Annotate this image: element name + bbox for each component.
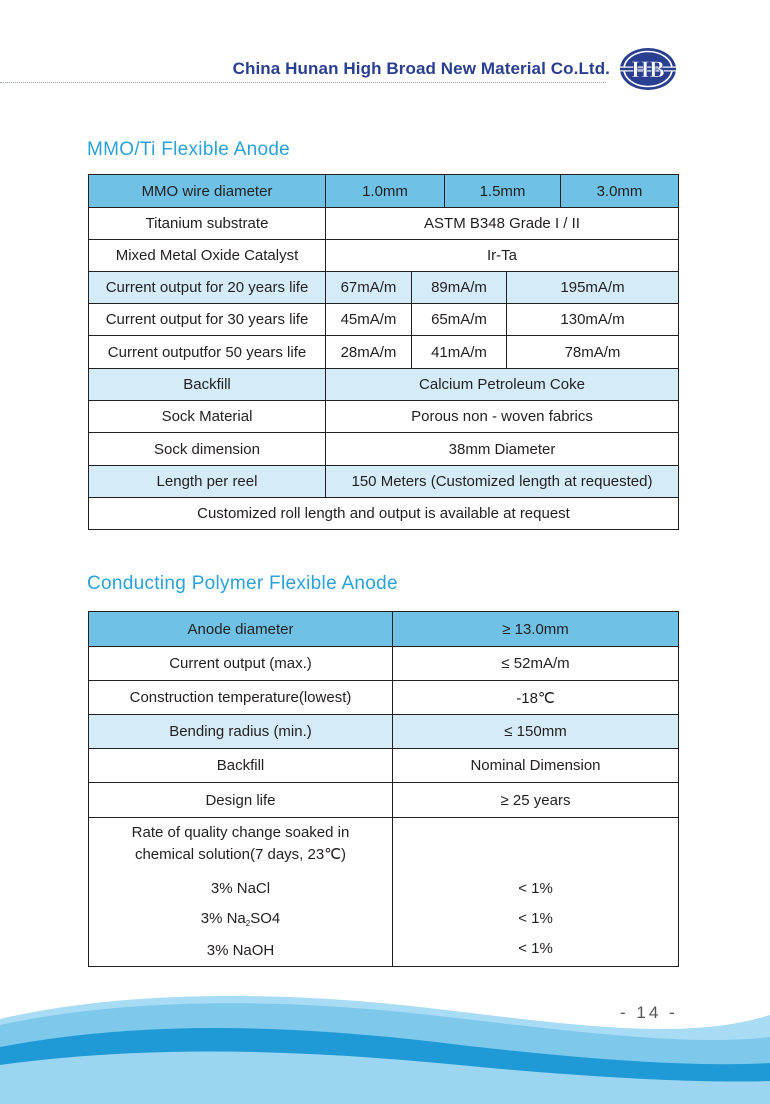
table-row (89, 401, 679, 433)
backfill-label: Backfill (89, 369, 326, 401)
table-row (89, 498, 679, 530)
out50-v3: 78mA/m (507, 336, 679, 369)
table-row (89, 304, 679, 336)
company-name: China Hunan High Broad New Material Co.Ltd. (232, 59, 610, 78)
bending-value: ≤ 150mm (393, 715, 679, 749)
substrate-value: ASTM B348 Grade I / II (326, 208, 679, 240)
sock-dimension-label: Sock dimension (89, 433, 326, 466)
table-row (89, 272, 679, 304)
out20-label: Current output for 20 years life (89, 272, 326, 304)
temperature-label: Construction temperature(lowest) (89, 681, 393, 715)
sock-dimension-value: 38mm Diameter (326, 433, 679, 466)
out50-v1: 28mA/m (326, 336, 412, 369)
naoh-label: 3% NaOH (206, 942, 275, 959)
table-row (89, 240, 679, 272)
table-row (89, 466, 679, 498)
backfill2-label: Backfill (89, 749, 393, 783)
mmo-note: Customized roll length and output is available at request (89, 498, 679, 530)
sock-material-value: Porous non - woven fabrics (326, 401, 679, 433)
naoh-value: < 1% (518, 940, 553, 957)
table-row (89, 681, 679, 715)
table-row (89, 336, 679, 369)
out50-label: Current outputfor 50 years life (89, 336, 326, 369)
bending-label: Bending radius (min.) (89, 715, 393, 749)
length-value: 150 Meters (Customized length at requested) (326, 466, 679, 498)
table-row (89, 612, 679, 647)
table-row (89, 749, 679, 783)
wire-diameter-2: 1.5mm (445, 175, 561, 208)
section-title-mmo: MMO/Ti Flexible Anode (87, 139, 291, 160)
wire-diameter-label: MMO wire diameter (89, 175, 326, 208)
table-row (89, 208, 679, 240)
polymer-spec-table (88, 611, 679, 967)
table-row (89, 783, 679, 818)
out20-v3: 195mA/m (507, 272, 679, 304)
substrate-label: Titanium substrate (89, 208, 326, 240)
quality-line2: chemical solution(7 days, 23℃) (134, 846, 347, 863)
table-row (89, 647, 679, 681)
out30-v3: 130mA/m (507, 304, 679, 336)
out50-v2: 41mA/m (412, 336, 507, 369)
out30-v1: 45mA/m (326, 304, 412, 336)
table-row (89, 433, 679, 466)
na2so4-label: 3% $Na_2SO4$ (200, 910, 281, 928)
header-divider (0, 82, 606, 83)
table-row (89, 175, 679, 208)
quality-values (393, 818, 679, 967)
section-title-polymer: Conducting Polymer Flexible Anode (87, 573, 398, 594)
sock-material-label: Sock Material (89, 401, 326, 433)
design-life-label: Design life (89, 783, 393, 818)
nacl-label: 3% NaCl (210, 880, 271, 897)
quality-line1: Rate of quality change soaked in (131, 824, 350, 841)
table-row (89, 818, 679, 967)
current-output-value: ≤ 52mA/m (393, 647, 679, 681)
na2so4-value: < 1% (518, 910, 553, 927)
company-logo (618, 46, 678, 92)
catalyst-label: Mixed Metal Oxide Catalyst (89, 240, 326, 272)
wire-diameter-1: 1.0mm (326, 175, 445, 208)
out20-v2: 89mA/m (412, 272, 507, 304)
table-row (89, 369, 679, 401)
logo-text: HB (631, 57, 665, 82)
out20-v1: 67mA/m (326, 272, 412, 304)
out30-label: Current output for 30 years life (89, 304, 326, 336)
out30-v2: 65mA/m (412, 304, 507, 336)
length-label: Length per reel (89, 466, 326, 498)
temperature-value: -18℃ (393, 681, 679, 715)
anode-diameter-label: Anode diameter (89, 612, 393, 647)
current-output-label: Current output (max.) (89, 647, 393, 681)
nacl-value: < 1% (518, 880, 553, 897)
quality-labels (89, 818, 393, 967)
anode-diameter-value: ≥ 13.0mm (393, 612, 679, 647)
page-number: - 14 - (620, 1003, 678, 1022)
backfill2-value: Nominal Dimension (393, 749, 679, 783)
backfill-value: Calcium Petroleum Coke (326, 369, 679, 401)
table-row (89, 715, 679, 749)
mmo-spec-table (88, 174, 679, 530)
catalyst-value: Ir-Ta (326, 240, 679, 272)
wire-diameter-3: 3.0mm (561, 175, 679, 208)
design-life-value: ≥ 25 years (393, 783, 679, 818)
